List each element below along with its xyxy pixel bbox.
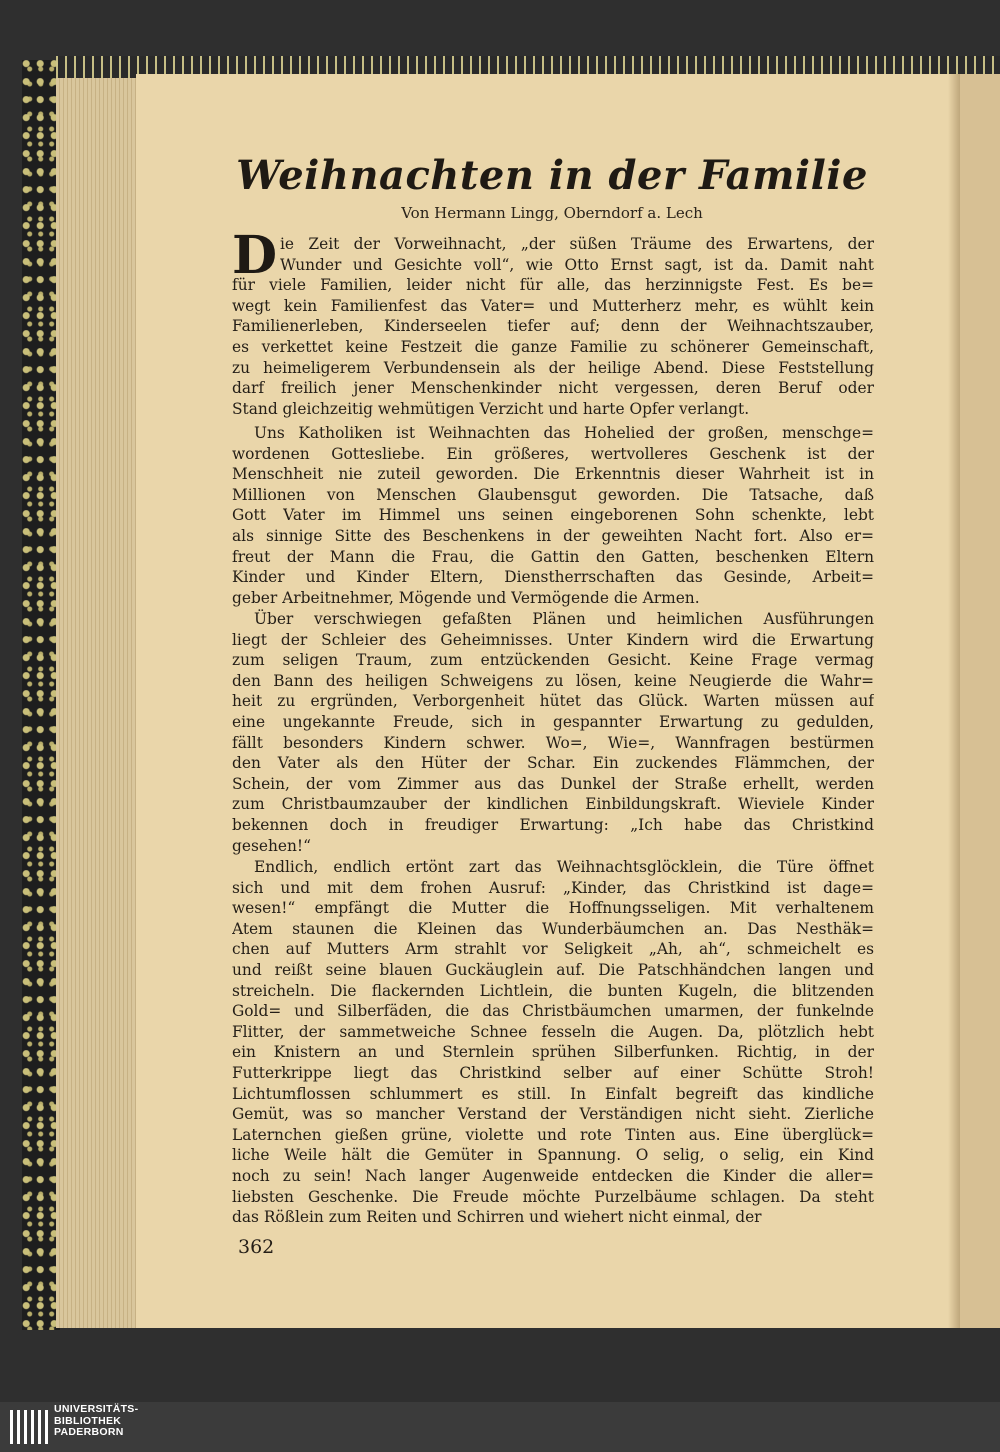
text-line: Gott Vater im Himmel uns seinen eingeborenen Sohn schenkte, lebt <box>232 506 874 525</box>
text-line: und reißt seine blauen Guckäuglein auf. Die Patschhändchen langen und <box>232 960 874 979</box>
text-line: Atem staunen die Kleinen das Wunderbäumchen an. Das Nesthäk= <box>232 919 874 938</box>
text-line: liegt der Schleier des Geheimnisses. Unter Kindern wird die Erwartung <box>232 630 874 649</box>
text-line: zu heimeligerem Verbundensein als der heilige Abend. Diese Feststellung <box>232 358 874 377</box>
text-line: noch zu sein! Nach langer Augenweide entdecken die Kinder die aller= <box>232 1166 874 1185</box>
text-line: Wunder und Gesichte voll“, wie Otto Ernst sagt, ist da. Damit naht <box>280 255 874 274</box>
text-line: Kinder und Kinder Eltern, Dienstherrschaften das Gesinde, Arbeit= <box>232 568 874 587</box>
library-name <box>54 1404 138 1439</box>
text-line: fällt besonders Kindern schwer. Wo=, Wie=, Wannfragen bestürmen <box>232 733 874 752</box>
text-line: als sinnige Sitte des Beschenkens in der geweihten Nacht fort. Also er= <box>232 526 874 545</box>
book-cover-edge <box>22 60 60 1330</box>
page-number: 362 <box>238 1236 275 1258</box>
text-line: liche Weile hält die Gemüter in Spannung. O selig, o selig, ein Kind <box>232 1146 874 1165</box>
text-line: eine ungekannte Freude, sich in gespannter Erwartung zu gedulden, <box>232 712 874 731</box>
text-line: Stand gleichzeitig wehmütigen Verzicht und harte Opfer verlangt. <box>232 399 750 418</box>
text-line: Millionen von Menschen Glaubensgut geworden. Die Tatsache, daß <box>232 485 874 504</box>
text-line: Laternchen gießen grüne, violette und rote Tinten aus. Eine überglück= <box>232 1125 874 1144</box>
text-line: es verkettet keine Festzeit die ganze Familie zu schönerer Gemeinschaft, <box>232 337 874 356</box>
article-title: Weihnachten in der Familie <box>236 152 868 199</box>
text-line: Futterkrippe liegt das Christkind selber auf einer Schütte Stroh! <box>232 1063 874 1082</box>
text-line: heit zu ergründen, Verborgenheit hütet das Glück. Warten müssen auf <box>232 692 874 711</box>
paragraph-3 <box>232 609 874 856</box>
text-line: zum Christbaumzauber der kindlichen Einbildungskraft. Wieviele Kinder <box>232 795 874 814</box>
text-line: zum seligen Traum, zum entzückenden Gesicht. Keine Frage vermag <box>232 651 874 670</box>
text-line: Schein, der vom Zimmer aus das Dunkel der Straße erhellt, werden <box>232 774 874 793</box>
page-stack-edge <box>56 78 136 1328</box>
text-line: Über verschwiegen gefaßten Plänen und heimlichen Ausführungen <box>254 610 874 628</box>
text-line: wegt kein Familienfest das Vater= und Mutterherz mehr, es wühlt kein <box>232 296 874 315</box>
text-line: ie Zeit der Vorweihnacht, „der süßen Träume des Erwartens, der <box>280 235 874 253</box>
text-line: für viele Familien, leider nicht für alle, das herzinnigste Fest. Es be= <box>232 276 874 295</box>
text-line: streicheln. Die flackernden Lichtlein, die bunten Kugeln, die blitzenden <box>232 981 874 1000</box>
text-line: wesen!“ empfängt die Mutter die Hoffnungsseligen. Mit verhaltenem <box>232 899 874 918</box>
footer-bar <box>0 1402 1000 1452</box>
drop-cap: D <box>232 225 278 286</box>
text-line: Flitter, der sammetweiche Schnee fesseln die Augen. Da, plötzlich hebt <box>232 1022 874 1041</box>
text-line: Gemüt, was so mancher Verstand der Verständigen nicht sieht. Zierliche <box>232 1105 874 1124</box>
article-byline: Von Hermann Lingg, Oberndorf a. Lech <box>401 204 703 222</box>
text-line: Endlich, endlich ertönt zart das Weihnachtsglöcklein, die Türe öffnet <box>254 858 874 876</box>
text-line: Gold= und Silberfäden, die das Christbäumchen umarmen, der funkelnde <box>232 1002 874 1021</box>
text-line: freut der Mann die Frau, die Gattin den Gatten, beschenken Eltern <box>232 547 874 566</box>
facing-page-edge <box>960 74 1000 1328</box>
library-name-line-1: UNIVERSITÄTS- <box>54 1403 139 1415</box>
text-line: darf freilich jener Menschenkinder nicht vergessen, deren Beruf oder <box>232 379 874 398</box>
text-line: geber Arbeitnehmer, Mögende und Vermögende die Armen. <box>232 588 700 607</box>
text-line: Uns Katholiken ist Weihnachten das Hohelied der großen, menschge= <box>254 424 874 442</box>
text-line: liebsten Geschenke. Die Freude möchte Purzelbäume schlagen. Da steht <box>232 1187 874 1206</box>
library-logo-icon <box>8 1406 48 1448</box>
paragraph-4 <box>232 857 874 1228</box>
text-line: das Rößlein zum Reiten und Schirren und wiehert nicht einmal, der <box>232 1208 762 1227</box>
text-line: chen auf Mutters Arm strahlt vor Seligkeit „Ah, ah“, schmeichelt es <box>232 940 874 959</box>
text-line: den Vater als den Hüter der Schar. Ein zuckendes Flämmchen, der <box>232 754 874 773</box>
paragraph-2 <box>232 423 874 608</box>
text-line: sich und mit dem frohen Ausruf: „Kinder, das Christkind ist dage= <box>232 878 874 897</box>
paragraph-1 <box>232 234 874 419</box>
text-line: Menschheit nie zuteil geworden. Die Erkenntnis dieser Wahrheit ist in <box>232 465 874 484</box>
text-line: wordenen Gottesliebe. Ein größeres, wertvolleres Geschenk ist der <box>232 444 874 463</box>
text-line: Familienerleben, Kinderseelen tiefer auf; denn der Weihnachtszauber, <box>232 317 874 336</box>
library-name-line-2: BIBLIOTHEK <box>54 1414 122 1427</box>
text-line: den Bann des heiligen Schweigens zu lösen, keine Neugierde die Wahr= <box>232 671 874 690</box>
text-line: bekennen doch in freudiger Erwartung: „Ich habe das Christkind <box>232 815 874 834</box>
text-line: gesehen!“ <box>232 836 311 855</box>
text-line: Lichtumflossen schlummert es still. In Einfalt begreift das kindliche <box>232 1084 874 1103</box>
library-name-line-3: PADERBORN <box>54 1426 124 1438</box>
text-line: ein Knistern an und Sternlein sprühen Silberfunken. Richtig, in der <box>232 1043 874 1062</box>
